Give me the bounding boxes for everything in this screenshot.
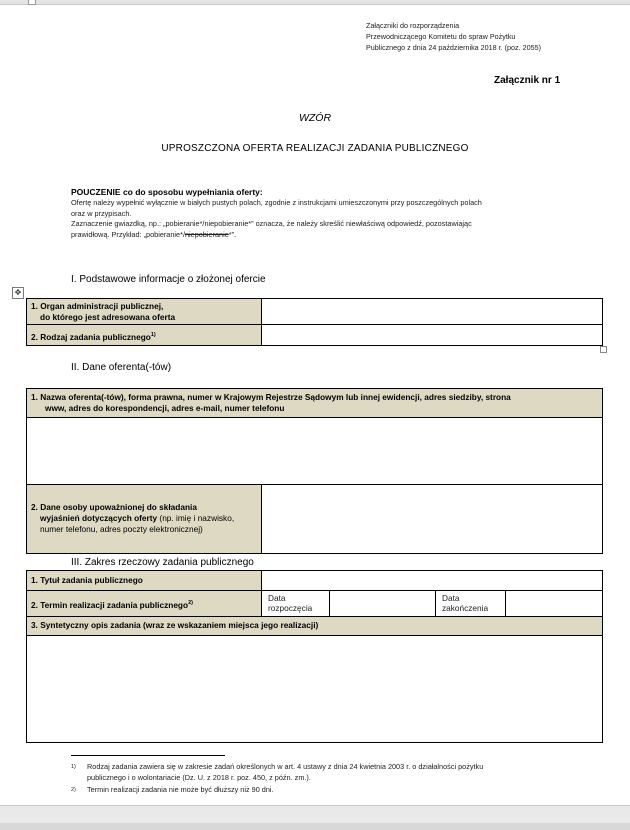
document-title: UPROSZCZONA OFERTA REALIZACJI ZADANIA PUBLICZNEGO <box>161 143 469 154</box>
header-line: Przewodniczącego Komitetu do spraw Pożytku <box>366 32 516 41</box>
annex-label: Załącznik nr 1 <box>494 75 561 86</box>
footnote-1 <box>71 762 571 786</box>
contact-person-label-cell <box>26 484 262 554</box>
footnote-separator <box>71 755 225 756</box>
instructions-block <box>71 186 551 240</box>
task-period-label: 2. Termin realizacji zadania publicznego <box>31 599 189 610</box>
struck-example: niepobieranie <box>184 229 229 239</box>
contact-person-hint: (np. imię i nazwisko, <box>157 513 235 523</box>
task-title-label: 1. Tytuł zadania publicznego <box>31 575 143 585</box>
task-title-label-cell <box>26 570 262 591</box>
footnote-text: Rodzaj zadania zawiera się w zakresie zadań określonych w art. 4 ustawy z dnia 24 kwietnia 2003 r. o działalności pożytku <box>87 762 484 771</box>
instructions-line: Zaznaczenie gwiazdką, np.: „pobieranie*/niepobieranie*” oznacza, że należy skreślić niewłaściwą odpowiedź, pozostawiając <box>71 219 472 228</box>
section-i-title: I. Podstawowe informacje o złożonej ofercie <box>71 274 266 285</box>
task-type-input[interactable] <box>261 324 603 346</box>
move-icon[interactable]: ✥ <box>12 287 24 299</box>
organ-label: do którego jest adresowana oferta <box>40 312 176 322</box>
task-title-input[interactable] <box>261 570 603 591</box>
footnote-text: Termin realizacji zadania nie może być dłuższy niż 90 dni. <box>87 785 274 794</box>
ruler-bar <box>0 0 630 5</box>
ruler-marker[interactable] <box>28 0 36 5</box>
contact-person-hint: numer telefonu, adres poczty elektronicznej) <box>40 524 203 534</box>
footnote-ref: 2) <box>188 600 193 606</box>
footnote-ref: 1) <box>150 332 156 338</box>
footnote-number: 2) <box>71 787 76 793</box>
organ-input[interactable] <box>261 298 603 325</box>
contact-person-label: 2. Dane osoby upoważnionej do składania <box>31 502 197 512</box>
offeror-name-label-cell <box>26 388 603 418</box>
example-text: prawidłową. Przykład: „pobieranie*/ <box>71 229 185 239</box>
end-date-label: zakończenia <box>442 603 489 613</box>
contact-person-input[interactable] <box>261 484 603 554</box>
section-ii-title: II. Dane oferenta(-tów) <box>71 362 172 373</box>
offeror-name-label: www, adres do korespondencji, adres e-mail, numer telefonu <box>45 403 285 413</box>
table-resize-handle[interactable] <box>600 346 607 353</box>
instructions-line: Ofertę należy wypełnić wyłącznie w białych pustych polach, zgodnie z instrukcjami umieszczonymi przy poszczególnych polach <box>71 198 482 207</box>
task-period-label-cell <box>26 590 262 617</box>
footnote-text: publicznego i o wolontariacie (Dz. U. z 2018 r. poz. 450, z późn. zm.). <box>87 772 311 782</box>
header-line: Publicznego z dnia 24 października 2018 r. (poz. 2055) <box>366 43 542 52</box>
instructions-line <box>71 230 551 241</box>
task-description-input[interactable] <box>26 635 603 743</box>
task-type-label-cell <box>26 324 262 346</box>
task-description-label-cell <box>26 616 603 636</box>
offeror-name-label: 1. Nazwa oferenta(-tów), forma prawna, numer w Krajowym Rejestrze Sądowym lub innej ewidencji, adres siedziby, strona <box>31 392 511 402</box>
example-text: *”. <box>228 229 237 239</box>
start-date-label: Data <box>268 593 286 603</box>
end-date-label: Data <box>442 593 460 603</box>
footnote-number: 1) <box>71 764 76 770</box>
end-date-input[interactable] <box>505 590 603 617</box>
section-iii-title: III. Zakres rzeczowy zadania publicznego <box>71 557 254 568</box>
start-date-input[interactable] <box>329 590 436 617</box>
start-date-label: rozpoczęcia <box>268 603 313 613</box>
end-date-label-cell <box>435 590 506 617</box>
regulation-header <box>366 20 541 53</box>
task-type-label: 2. Rodzaj zadania publicznego <box>31 331 151 342</box>
contact-person-label: wyjaśnień dotyczących oferty <box>40 513 158 523</box>
instructions-line: oraz w przypisach. <box>71 208 132 218</box>
footnote-2 <box>71 785 571 797</box>
instructions-heading: POUCZENIE co do sposobu wypełniania oferty: <box>71 187 263 197</box>
offeror-name-input[interactable] <box>26 417 603 485</box>
template-label: WZÓR <box>298 112 332 124</box>
header-line: Załączniki do rozporządzenia <box>366 21 460 30</box>
start-date-label-cell <box>261 590 330 617</box>
task-description-label: 3. Syntetyczny opis zadania (wraz ze wskazaniem miejsca jego realizacji) <box>31 620 319 630</box>
organ-label: 1. Organ administracji publicznej, <box>31 301 164 311</box>
organ-label-cell <box>26 298 262 325</box>
status-bar <box>0 805 630 830</box>
